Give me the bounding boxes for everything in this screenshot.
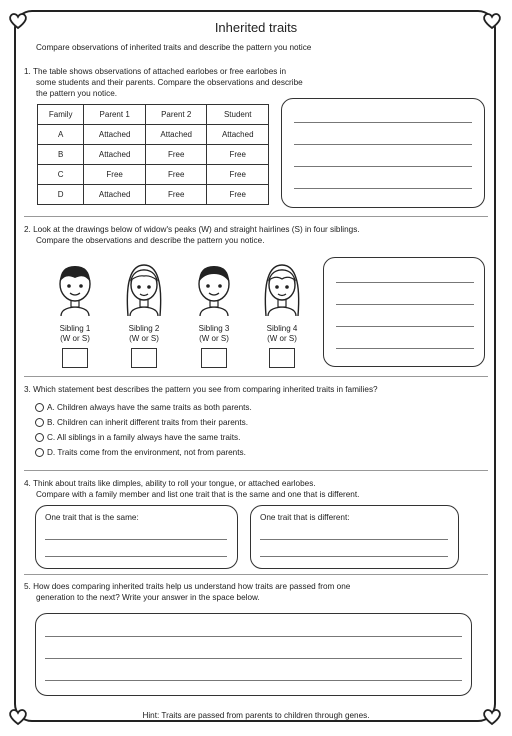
option-c[interactable] bbox=[35, 432, 240, 444]
section-divider bbox=[24, 216, 488, 217]
sibling-1-drawing bbox=[53, 260, 97, 324]
answer-line bbox=[260, 539, 448, 540]
table-cell: D bbox=[38, 185, 84, 205]
column-header: Family bbox=[38, 105, 84, 125]
answer-line bbox=[294, 188, 472, 189]
column-header: Parent 1 bbox=[84, 105, 146, 125]
answer-line bbox=[45, 556, 227, 557]
q2-text-line: 2. Look at the drawings below of widow's peaks (W) and straight hairlines (S) in four siblings. bbox=[24, 225, 360, 234]
section-divider bbox=[24, 574, 488, 575]
sibling-4-answer-box[interactable] bbox=[269, 348, 295, 368]
hint-text: Hint: Traits are passed from parents to children through genes. bbox=[142, 711, 370, 720]
sibling-label bbox=[45, 324, 105, 344]
option-text: D. Traits come from the environment, not from parents. bbox=[47, 448, 246, 457]
radio-button[interactable] bbox=[35, 403, 44, 412]
q1-answer-box[interactable] bbox=[281, 98, 485, 208]
answer-line bbox=[336, 304, 474, 305]
option-d[interactable] bbox=[35, 447, 246, 459]
sibling-hint: (W or S) bbox=[60, 334, 90, 343]
table-cell: B bbox=[38, 145, 84, 165]
answer-line bbox=[336, 282, 474, 283]
radio-button[interactable] bbox=[35, 418, 44, 427]
sibling-3-drawing bbox=[192, 260, 236, 324]
sibling-4-drawing bbox=[260, 260, 304, 324]
table-cell: Free bbox=[145, 145, 207, 165]
sibling-3-answer-box[interactable] bbox=[201, 348, 227, 368]
answer-line bbox=[260, 556, 448, 557]
sibling-hint: (W or S) bbox=[199, 334, 229, 343]
sibling-label bbox=[114, 324, 174, 344]
q5-text-line: 5. How does comparing inherited traits help us understand how traits are passed from one bbox=[24, 582, 351, 591]
table-row bbox=[38, 165, 269, 185]
answer-line bbox=[45, 539, 227, 540]
intro-text: Compare observations of inherited traits and describe the pattern you notice bbox=[36, 43, 312, 52]
option-text: C. All siblings in a family always have the same traits. bbox=[47, 433, 241, 442]
q1-text-line: the pattern you notice. bbox=[36, 89, 118, 98]
option-a[interactable] bbox=[35, 402, 252, 414]
section-divider bbox=[24, 470, 488, 471]
answer-line bbox=[336, 348, 474, 349]
table-cell: Free bbox=[207, 165, 269, 185]
table-cell: Attached bbox=[84, 125, 146, 145]
table-cell: Attached bbox=[84, 185, 146, 205]
sibling-2-answer-box[interactable] bbox=[131, 348, 157, 368]
answer-line bbox=[45, 680, 462, 681]
answer-line bbox=[45, 658, 462, 659]
option-text: B. Children can inherit different traits from their parents. bbox=[47, 418, 248, 427]
q1-text-line: 1. The table shows observations of attached earlobes or free earlobes in bbox=[24, 67, 287, 76]
sibling-name: Sibling 2 bbox=[128, 324, 160, 333]
sibling-hint: (W or S) bbox=[267, 334, 297, 343]
table-cell: Free bbox=[207, 185, 269, 205]
column-header: Student bbox=[207, 105, 269, 125]
q5-answer-box[interactable] bbox=[35, 613, 472, 696]
page-title: Inherited traits bbox=[214, 20, 298, 35]
sibling-1-answer-box[interactable] bbox=[62, 348, 88, 368]
sibling-hint: (W or S) bbox=[129, 334, 159, 343]
radio-button[interactable] bbox=[35, 448, 44, 457]
table-cell: Free bbox=[207, 145, 269, 165]
table-cell: Attached bbox=[207, 125, 269, 145]
sibling-label bbox=[184, 324, 244, 344]
q4-text-line: 4. Think about traits like dimples, ability to roll your tongue, or attached earlobes. bbox=[24, 479, 316, 488]
option-text: A. Children always have the same traits as both parents. bbox=[47, 403, 252, 412]
table-row bbox=[38, 185, 269, 205]
table-cell: Free bbox=[145, 185, 207, 205]
observation-table bbox=[37, 104, 269, 205]
table-header-row bbox=[38, 105, 269, 125]
same-trait-label: One trait that is the same: bbox=[45, 513, 139, 522]
sibling-name: Sibling 1 bbox=[59, 324, 91, 333]
radio-button[interactable] bbox=[35, 433, 44, 442]
answer-line bbox=[294, 166, 472, 167]
table-row bbox=[38, 145, 269, 165]
answer-line bbox=[294, 122, 472, 123]
answer-line bbox=[336, 326, 474, 327]
different-trait-label: One trait that is different: bbox=[260, 513, 350, 522]
q4-text-line: Compare with a family member and list one trait that is the same and one that is different. bbox=[36, 490, 360, 499]
sibling-name: Sibling 3 bbox=[198, 324, 230, 333]
q1-text-line: some students and their parents. Compare the observations and describe bbox=[36, 78, 303, 87]
table-cell: Free bbox=[145, 165, 207, 185]
q2-answer-box[interactable] bbox=[323, 257, 485, 367]
table-row bbox=[38, 125, 269, 145]
column-header: Parent 2 bbox=[145, 105, 207, 125]
q5-text-line: generation to the next? Write your answer in the space below. bbox=[36, 593, 260, 602]
table-cell: Free bbox=[84, 165, 146, 185]
table-cell: A bbox=[38, 125, 84, 145]
answer-line bbox=[294, 144, 472, 145]
sibling-label bbox=[252, 324, 312, 344]
sibling-name: Sibling 4 bbox=[266, 324, 298, 333]
q2-text-line: Compare the observations and describe the pattern you notice. bbox=[36, 236, 265, 245]
q3-question: 3. Which statement best describes the pattern you see from comparing inherited traits in families? bbox=[24, 385, 378, 394]
answer-line bbox=[45, 636, 462, 637]
sibling-2-drawing bbox=[122, 260, 166, 324]
option-b[interactable] bbox=[35, 417, 248, 429]
table-cell: C bbox=[38, 165, 84, 185]
table-cell: Attached bbox=[84, 145, 146, 165]
section-divider bbox=[24, 376, 488, 377]
table-cell: Attached bbox=[145, 125, 207, 145]
